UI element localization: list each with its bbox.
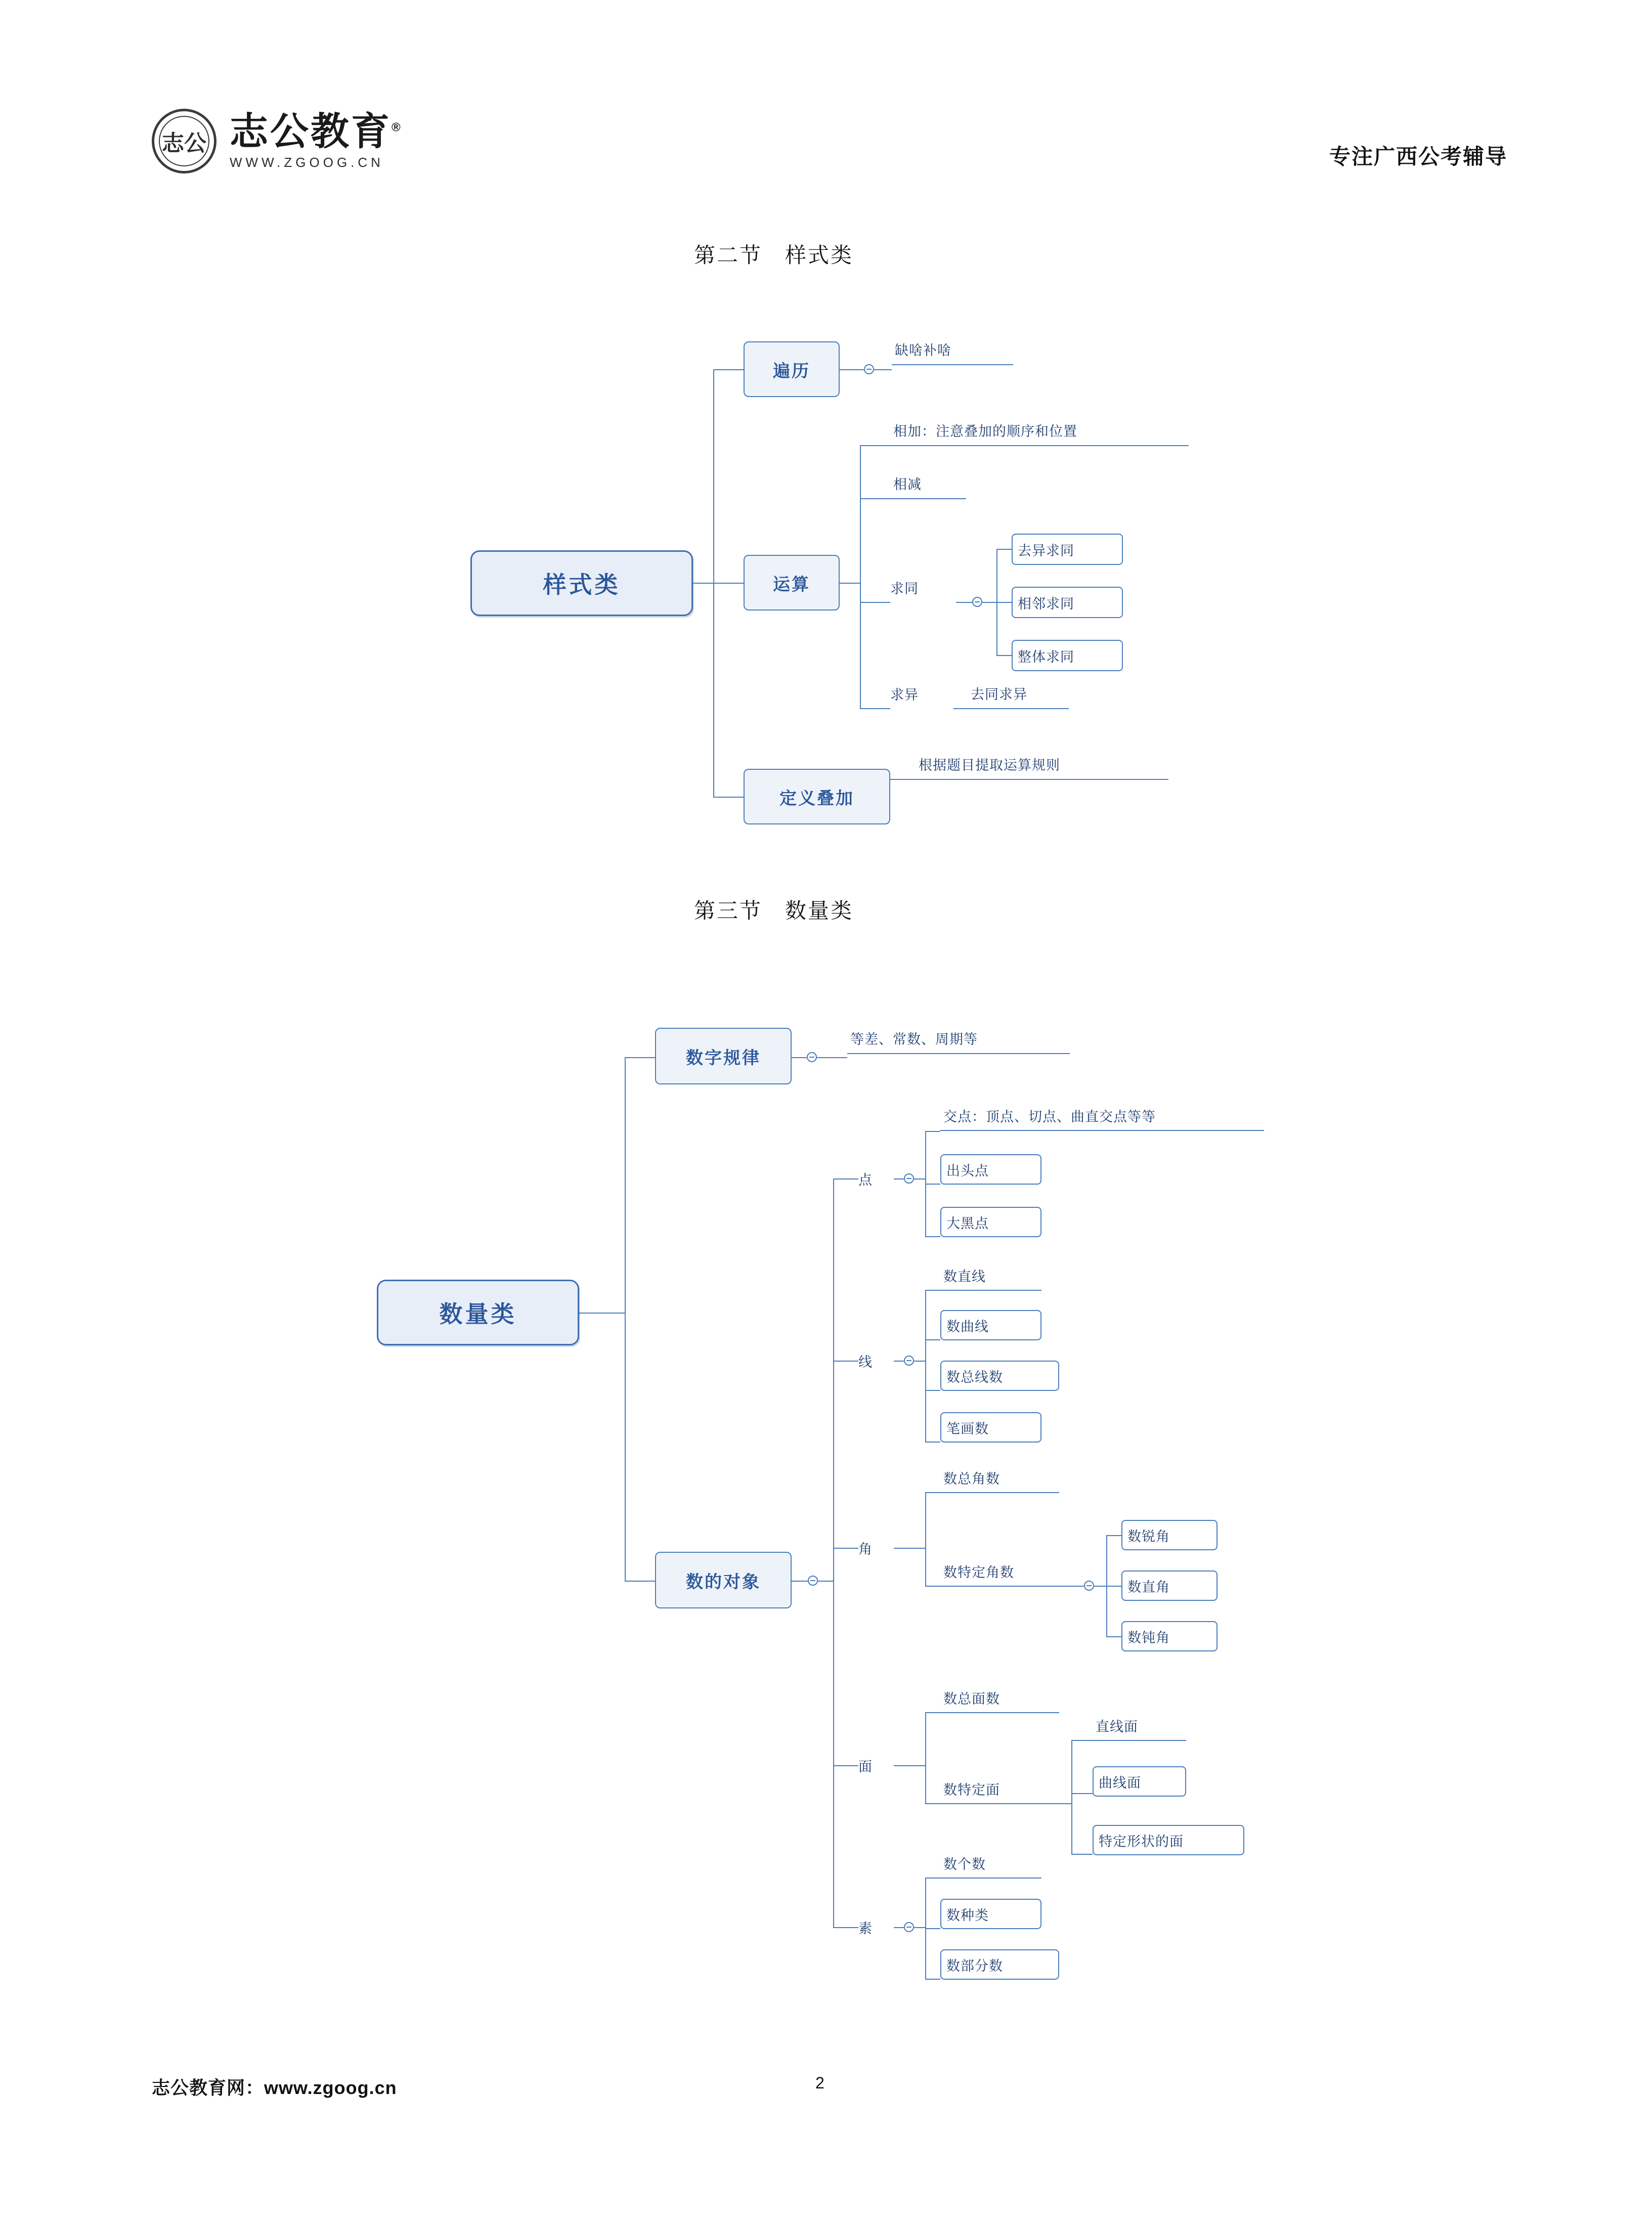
connector: [925, 1492, 940, 1493]
mindmap1-root[interactable]: 样式类: [470, 550, 693, 616]
mindmap2-leaf-shuzhijiao[interactable]: 数直角: [1121, 1570, 1218, 1601]
section-title-1: 第二节 样式类: [694, 243, 854, 267]
footer-site: 志公教育网：www.zgoog.cn: [152, 2077, 397, 2098]
connector: [925, 1803, 940, 1804]
mindmap2-leaf-daheidian[interactable]: 大黑点: [940, 1207, 1041, 1237]
connector: [1106, 1535, 1121, 1536]
mindmap2-leaf-shubufenshu[interactable]: 数部分数: [940, 1949, 1059, 1980]
connector: [792, 1057, 807, 1058]
connector: [817, 1057, 847, 1058]
mindmap2-leaf-shutedingmian[interactable]: 数特定面: [940, 1774, 1059, 1804]
mindmap2-leaf-zhixianmian[interactable]: 直线面: [1093, 1711, 1186, 1741]
mindmap1-node-qiuyi[interactable]: 求异: [890, 687, 919, 703]
connector: [925, 1390, 940, 1391]
mindmap2-leaf-chutoudian[interactable]: 出头点: [940, 1154, 1041, 1185]
mindmap2-group-dian[interactable]: 点: [858, 1172, 873, 1188]
connector: [833, 1179, 834, 1927]
mindmap2-leaf-jiaodian[interactable]: 交点：顶点、切点、曲直交点等等: [940, 1101, 1264, 1131]
mindmap2-leaf-shuruijiao[interactable]: 数锐角: [1121, 1520, 1218, 1550]
connector: [894, 1927, 904, 1928]
connector: [925, 1290, 940, 1291]
mindmap1-leaf-zhengtiqiutong[interactable]: 整体求同: [1012, 640, 1123, 671]
connector: [925, 1712, 940, 1713]
connector: [925, 1712, 926, 1803]
mindmap1-node-yunsuan[interactable]: 运算: [744, 555, 840, 610]
connector: [925, 1339, 940, 1340]
connector: [1106, 1636, 1121, 1637]
connector: [1072, 1586, 1084, 1587]
mindmap1-leaf-quesha[interactable]: 缺啥补啥: [892, 334, 1013, 365]
mindmap1-leaf-xiangjian[interactable]: 相减: [890, 468, 966, 499]
connector: [894, 1548, 925, 1549]
connector: [833, 1179, 858, 1180]
connector: [925, 1290, 926, 1442]
connector: [625, 1057, 626, 1581]
footer-page-number: 2: [815, 2074, 824, 2092]
mindmap2-group-xian[interactable]: 线: [858, 1354, 873, 1370]
mindmap2-leaf-shuzongjiaoshu[interactable]: 数总角数: [940, 1463, 1059, 1493]
connector: [1071, 1793, 1093, 1794]
connector: [833, 1765, 858, 1766]
connector: [894, 1765, 925, 1766]
connector: [925, 1979, 940, 1980]
mindmap2-leaf-bihuashu[interactable]: 笔画数: [940, 1412, 1041, 1443]
mindmap2-group-mian[interactable]: 面: [858, 1759, 873, 1774]
mindmap2-leaf-shuzhonglei[interactable]: 数种类: [940, 1899, 1041, 1929]
collapse-toggle-icon[interactable]: [807, 1052, 817, 1062]
mindmap2-leaf-dengcha[interactable]: 等差、常数、周期等: [847, 1023, 1070, 1054]
connector: [914, 1179, 925, 1180]
collapse-toggle-icon[interactable]: [904, 1356, 914, 1366]
connector: [925, 1131, 940, 1132]
connector: [914, 1361, 925, 1362]
connector: [894, 1361, 904, 1362]
brand-url: WWW.ZGOOG.CN: [230, 155, 384, 170]
collapse-toggle-icon[interactable]: [1084, 1581, 1094, 1591]
mindmap1-leaf-xiangjia[interactable]: 相加：注意叠加的顺序和位置: [890, 415, 1189, 446]
connector: [914, 1927, 925, 1928]
mindmap1-leaf-qutongqiuyi[interactable]: 去同求异: [968, 678, 1069, 709]
connector: [925, 1442, 940, 1443]
section-title-2: 第三节 数量类: [694, 899, 854, 923]
connector: [1071, 1740, 1093, 1741]
trademark-symbol: ®: [392, 120, 403, 135]
mindmap1-node-dingyidiejia[interactable]: 定义叠加: [744, 769, 890, 824]
connector: [925, 1878, 940, 1879]
mindmap2-leaf-tedingxingzhuangdemian[interactable]: 特定形状的面: [1093, 1825, 1244, 1855]
connector: [579, 1313, 625, 1314]
mindmap2-leaf-shuzongxianshu[interactable]: 数总线数: [940, 1361, 1059, 1391]
connector: [925, 1586, 940, 1587]
mindmap2-leaf-shudunjiao[interactable]: 数钝角: [1121, 1621, 1218, 1651]
mindmap2-leaf-shuzongmianshu[interactable]: 数总面数: [940, 1683, 1059, 1713]
mindmap1-node-bianli[interactable]: 遍历: [744, 341, 840, 397]
mindmap2-node-shudeduixiang[interactable]: 数的对象: [655, 1552, 792, 1608]
mindmap2-leaf-shuzhixian[interactable]: 数直线: [940, 1260, 1041, 1291]
mindmap2-node-shuzi-guilv[interactable]: 数字规律: [655, 1028, 792, 1084]
connector: [1059, 1803, 1071, 1804]
mindmap2-group-jiao[interactable]: 角: [858, 1541, 873, 1557]
header-tagline: 专注广西公考辅导: [1329, 145, 1507, 168]
connector: [925, 1236, 940, 1237]
collapse-toggle-icon[interactable]: [808, 1576, 818, 1586]
mindmap2-leaf-shutedingjiaoshu[interactable]: 数特定角数: [940, 1556, 1072, 1587]
connector: [1094, 1586, 1106, 1587]
connector: [1071, 1740, 1072, 1854]
connector: [1106, 1586, 1121, 1587]
mindmap1-leaf-guize[interactable]: 根据题目提取运算规则: [916, 749, 1168, 780]
connector: [894, 1179, 904, 1180]
mindmap2-leaf-shugeshu[interactable]: 数个数: [940, 1848, 1041, 1879]
mindmap1-leaf-quyiqiutong[interactable]: 去异求同: [1012, 534, 1123, 565]
connector: [833, 1548, 858, 1549]
brand-name: 志公教育®: [230, 110, 403, 153]
mindmap2-group-su[interactable]: 素: [858, 1921, 873, 1936]
connector: [925, 1928, 940, 1929]
collapse-toggle-icon[interactable]: [904, 1173, 914, 1184]
mindmap2-leaf-quxianmian[interactable]: 曲线面: [1093, 1766, 1186, 1797]
mindmap1-leaf-xianglinqiutong[interactable]: 相邻求同: [1012, 587, 1123, 618]
mindmap2-leaf-shuquxian[interactable]: 数曲线: [940, 1310, 1041, 1340]
connector: [792, 1581, 808, 1582]
connector: [925, 1184, 940, 1185]
mindmap1-node-qiutong[interactable]: 求同: [890, 581, 919, 596]
connector: [625, 1581, 655, 1582]
connector: [833, 1927, 858, 1928]
collapse-toggle-icon[interactable]: [904, 1922, 914, 1932]
connector: [625, 1057, 655, 1058]
connector: [925, 1492, 926, 1586]
connector: [818, 1581, 833, 1582]
seal-inner-text: 志公: [159, 116, 209, 166]
connector: [833, 1361, 858, 1362]
connector: [1071, 1854, 1093, 1855]
mindmap2-root[interactable]: 数量类: [377, 1280, 579, 1345]
